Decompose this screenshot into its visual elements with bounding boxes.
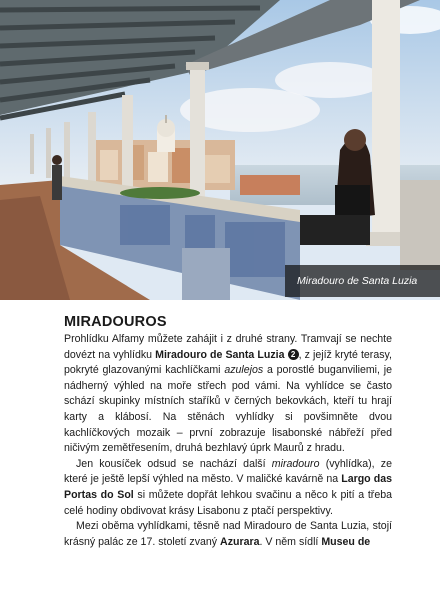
- article: [64, 314, 392, 550]
- text-span: a porostlé buganviliemi, je nádherný výhled na moře střech pod vámi. Na vyhlídce se často schází skupinky místních staříků v černých bekovkách, kteří tu hrají karty a klábosí. Na stěnách vyhlídky si povšimněte dvou kachlíčkových mozaik – první zobrazuje lisabonské nábřeží před ničivým zemětřesením, druhá bezhlavý úprk Maurů z hradu.: [64, 364, 392, 455]
- text-span: Prohlídku Alfamy můžete zahájit i z druhé strany. Tramvají se nechte dovézt na vyhlídku: [64, 333, 392, 361]
- place-name-azurara: Azurara: [220, 535, 260, 548]
- text-span: si můžete dopřát lehkou svačinu a něco k pití a třeba celé hodiny obdivovat krásy Lisabonu z ptačí perspektivy.: [64, 488, 392, 517]
- italic-term-miradouro: miradouro: [271, 457, 320, 470]
- italic-term-azulejos: azulejos: [224, 364, 264, 377]
- text-span: . V něm sídlí: [259, 535, 322, 548]
- text-span: Jen kousíček odsud se nachází další: [76, 457, 272, 470]
- paragraph-1: [64, 332, 392, 457]
- section-heading: MIRADOUROS: [64, 314, 167, 330]
- photo-caption-text: Miradouro de Santa Luzia: [297, 275, 418, 287]
- place-name-museu: Museu de: [321, 535, 371, 548]
- text-span: Mezi oběma vyhlídkami, těsně nad Miradouro de Santa Luzia, stojí krásný palác ze 17. století zvaný: [64, 520, 392, 548]
- paragraph-3: [64, 519, 392, 550]
- photo-caption: [285, 265, 440, 297]
- map-number-badge: 2: [288, 349, 299, 360]
- place-name-largo: Largo das Portas do Sol: [64, 473, 392, 501]
- text-span: , z jejíž kryté terasy, pokryté glazovanými kachlíčkami: [64, 348, 392, 377]
- text-span: (vyhlídka), ze které je ještě lepší výhled na město. V maličké kavárně na: [64, 457, 392, 486]
- place-name-santa-luzia: Miradouro de Santa Luzia: [155, 348, 285, 361]
- paragraph-2: [64, 457, 392, 519]
